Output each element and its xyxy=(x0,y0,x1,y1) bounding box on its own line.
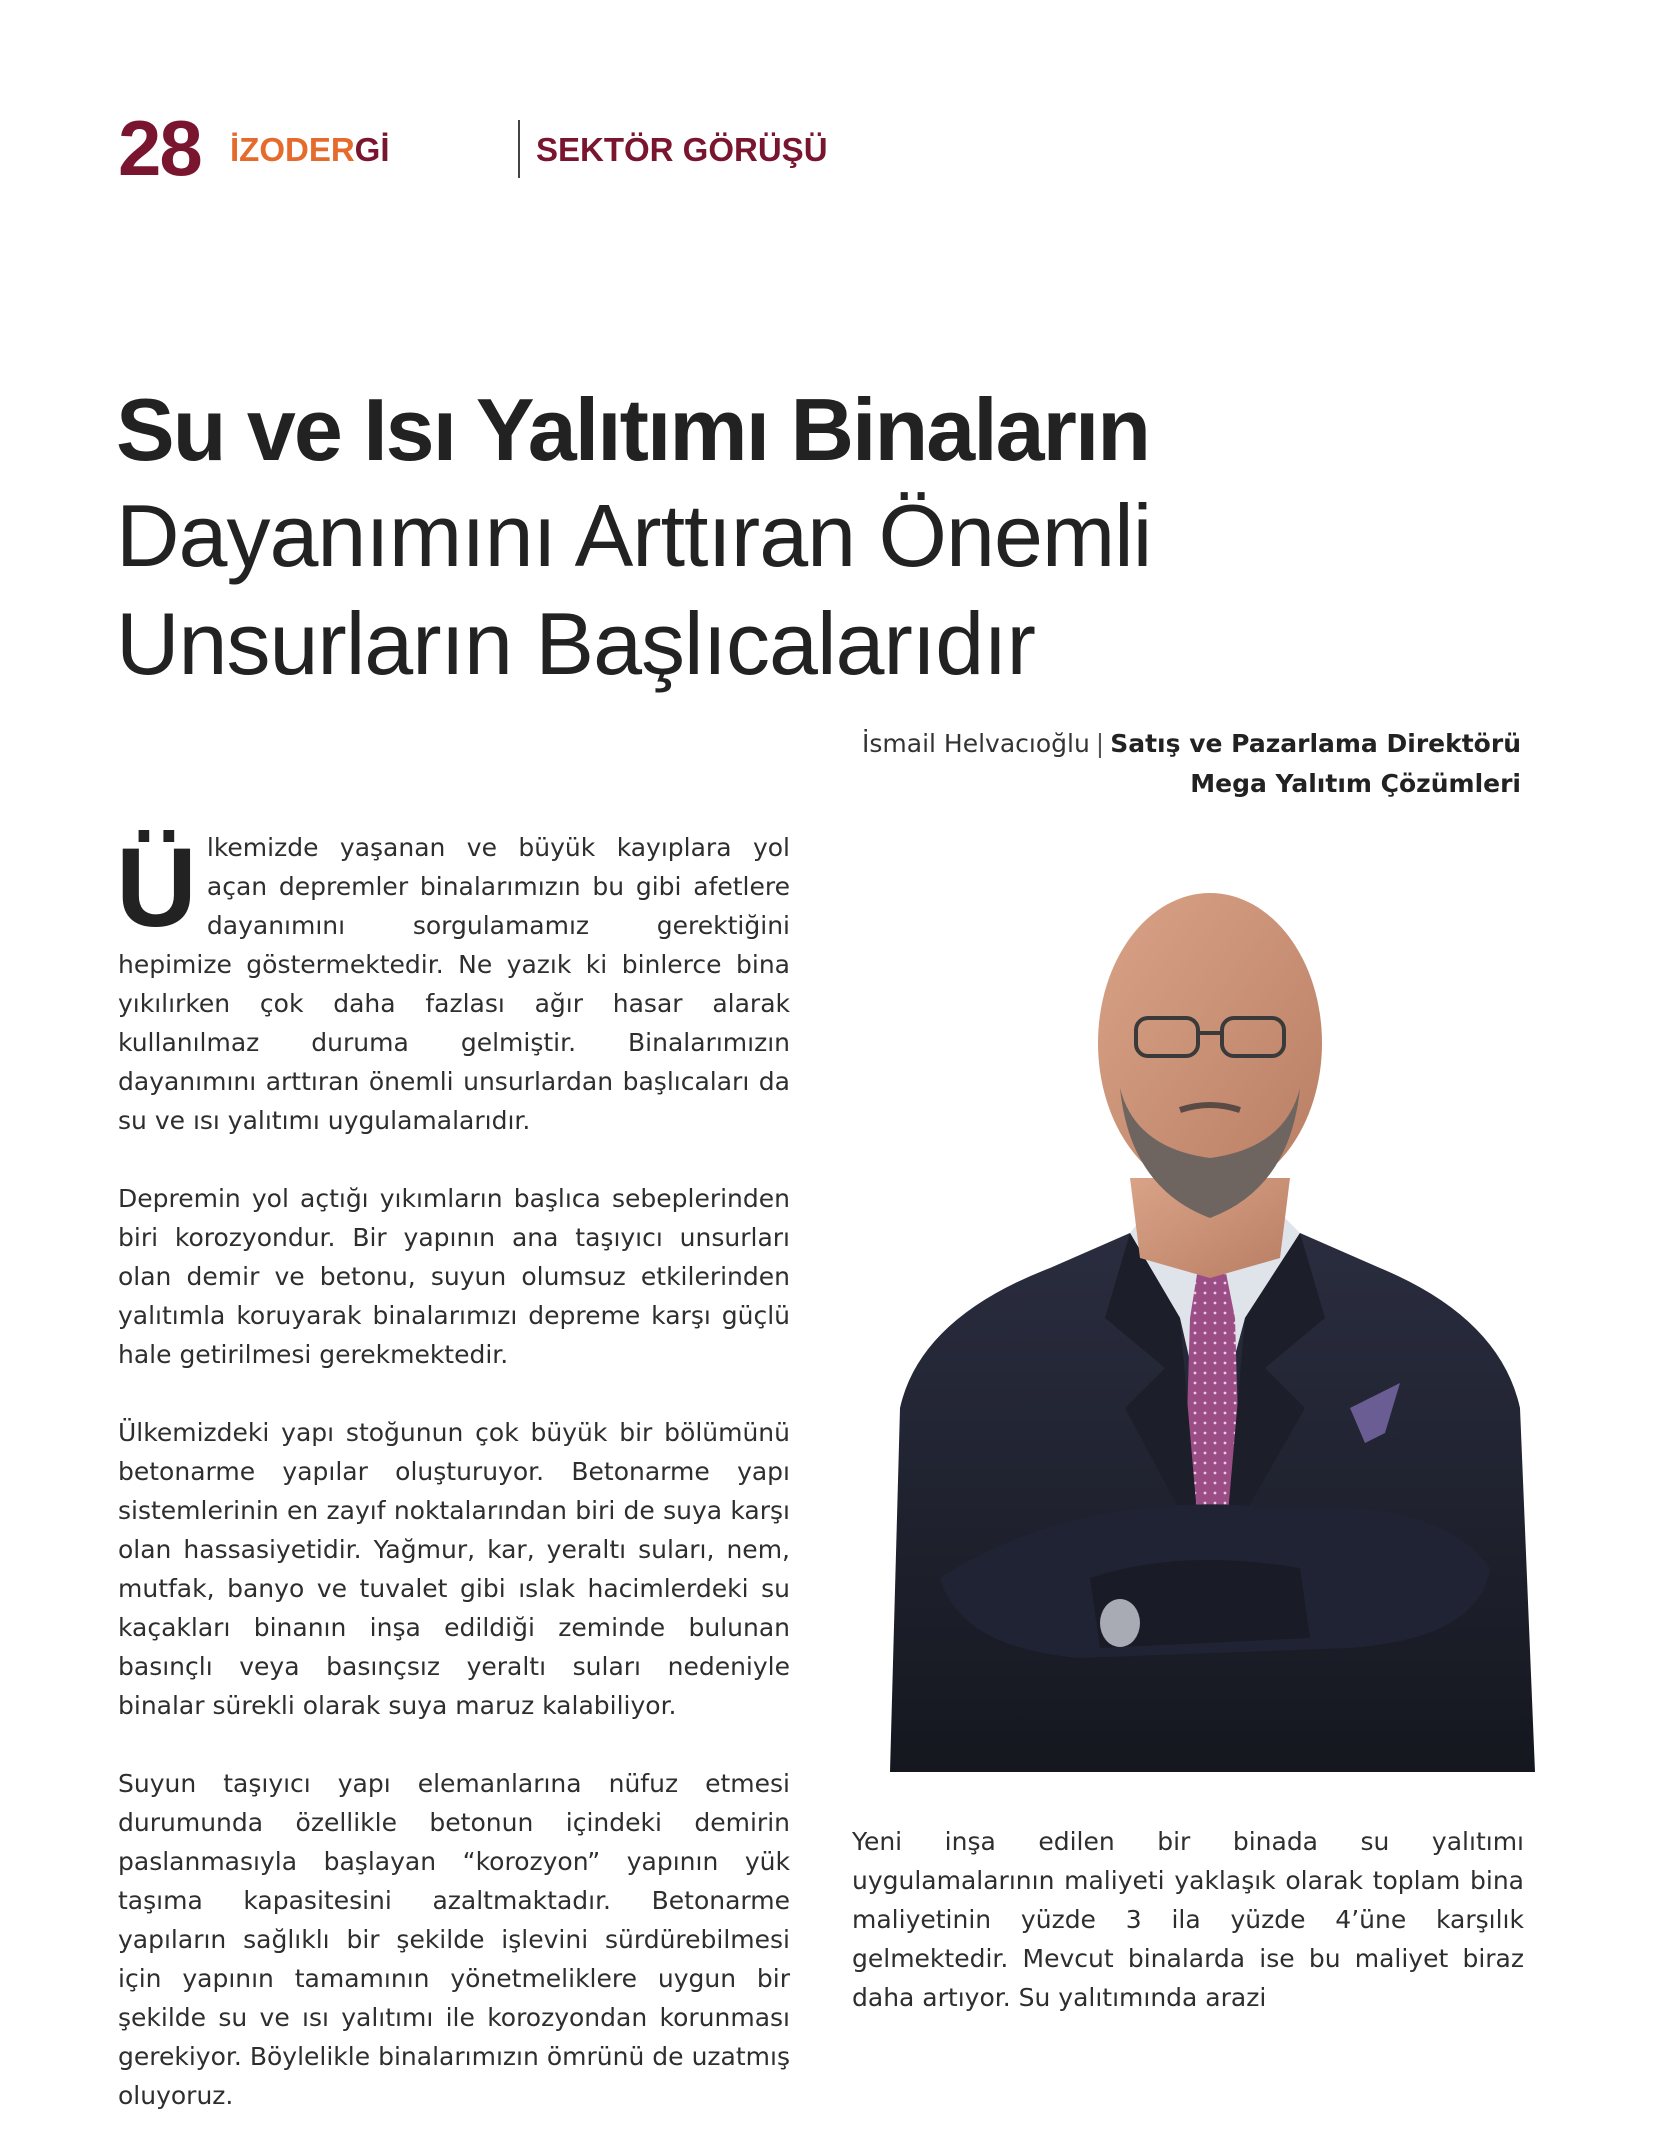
paragraph-1-text: lkemizde yaşanan ve büyük kayıplara yol açan depremler binalarımızın bu gibi afetlere dayanımını sorgulamamız gerektiğini hepimize göstermektedir. Ne yazık ki binlerce bina yıkılırken çok daha fazlası ağır hasar alarak kullanılmaz duruma gelmiştir. Binalarımızın dayanımını arttıran önemli unsurlardan başlıcaları da su ve ısı yalıtımı uygulamalarıdır. xyxy=(118,833,790,1135)
title-line-3: Unsurların Başlıcalarıdır xyxy=(116,594,1035,693)
author-company: Mega Yalıtım Çözümleri xyxy=(1190,769,1521,798)
title-line-2: Dayanımını Arttıran Önemli xyxy=(116,486,1152,585)
head xyxy=(1098,893,1322,1193)
paragraph-1 xyxy=(116,825,790,1140)
right-column xyxy=(852,1822,1524,2017)
section-label: SEKTÖR GÖRÜŞÜ xyxy=(536,131,828,168)
author-portrait-illustration xyxy=(880,848,1540,1772)
byline xyxy=(862,724,1521,804)
paragraph-2: Depremin yol açtığı yıkımların başlıca sebeplerinden biri korozyondur. Bir yapının ana taşıyıcı unsurları olan demir ve betonu, suyun olumsuz etkilerinden yalıtımla koruyarak binalarımızı depreme karşı güçlü hale getirilmesi gerekmektedir. xyxy=(118,1184,790,1369)
paragraph-4: Suyun taşıyıcı yapı elemanlarına nüfuz etmesi durumunda özellikle betonun içindeki demirin paslanmasıyla başlayan “korozyon” yapının yük taşıma kapasitesini azaltmaktadır. Betonarme yapıların sağlıklı bir şekilde işlevini sürdürebilmesi için yapının tamamının yönetmeliklere uygun bir şekilde su ve ısı yalıtımı ile korozyondan korunması gerekiyor. Böylelikle binalarımızın ömrünü de uzatmış oluyoruz. xyxy=(118,1769,790,2110)
drop-cap: Ü xyxy=(116,825,197,950)
byline-separator: | xyxy=(1095,729,1105,758)
magazine-logo xyxy=(230,130,390,170)
paragraph-3: Ülkemizdeki yapı stoğunun çok büyük bir bölümünü betonarme yapılar oluşturuyor. Betonarme yapı sistemlerinin en zayıf noktalarından biri de suya karşı olan hassasiyetidir. Yağmur, kar, yeraltı suları, nem, mutfak, banyo ve tuvalet gibi ıslak hacimlerdeki su kaçakları binanın inşa edildiği zeminde bulunan basınçlı veya basınçsız yeraltı suları nedeniyle binalar sürekli olarak suya maruz kalabiliyor. xyxy=(118,1418,790,1720)
page-number: 28 xyxy=(118,104,201,192)
author-role: Satış ve Pazarlama Direktörü xyxy=(1110,729,1521,758)
left-column xyxy=(116,825,790,2154)
byline-line-1 xyxy=(862,724,1521,764)
article-title xyxy=(116,378,1496,698)
author-photo xyxy=(880,848,1540,1772)
logo-text-part1: İZODER xyxy=(230,131,355,168)
author-name: İsmail Helvacıoğlu xyxy=(862,729,1090,758)
title-line-1: Su ve Isı Yalıtımı Binaların xyxy=(116,380,1150,479)
wristwatch xyxy=(1100,1599,1140,1647)
header-divider xyxy=(518,120,520,178)
logo-text-part2: Gİ xyxy=(354,131,390,168)
paragraph-5: Yeni inşa edilen bir binada su yalıtımı uygulamalarının maliyeti yaklaşık olarak toplam bina maliyetinin yüzde 3 ila yüzde 4’üne karşılık gelmektedir. Mevcut binalarda ise bu maliyet biraz daha artıyor. Su yalıtımında arazi xyxy=(852,1827,1524,2012)
